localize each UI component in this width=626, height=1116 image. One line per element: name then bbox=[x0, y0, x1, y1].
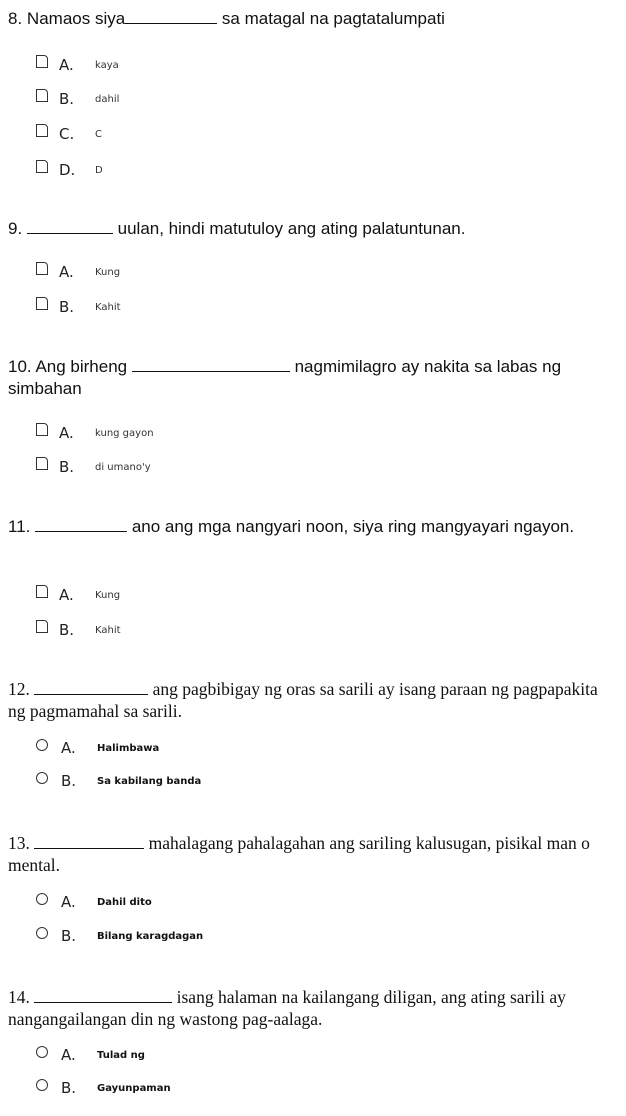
radio-icon[interactable] bbox=[36, 893, 48, 905]
question-number: 8. bbox=[8, 9, 23, 28]
checkbox-icon[interactable] bbox=[36, 620, 48, 633]
option-letter: A. bbox=[59, 586, 74, 604]
option-label: Gayunpaman bbox=[97, 1082, 171, 1094]
question-text-rest: mahalagang pahalagahan ang sariling kalusugan, pisikal man o mental. bbox=[8, 833, 590, 875]
question-text: Namaos siya bbox=[26, 9, 126, 28]
option-letter: B. bbox=[59, 298, 75, 316]
option-12b[interactable] bbox=[36, 771, 201, 791]
question-10 bbox=[8, 356, 608, 400]
radio-icon[interactable] bbox=[36, 739, 48, 751]
option-8b[interactable] bbox=[36, 89, 119, 109]
answer-blank bbox=[35, 517, 127, 532]
option-letter: C. bbox=[59, 125, 75, 143]
question-12 bbox=[8, 678, 608, 722]
option-label: Halimbawa bbox=[97, 742, 160, 754]
option-13b[interactable] bbox=[36, 926, 203, 946]
option-label: di umano'y bbox=[95, 461, 151, 473]
option-letter: B. bbox=[61, 772, 77, 790]
radio-icon[interactable] bbox=[36, 772, 48, 784]
option-10b[interactable] bbox=[36, 457, 151, 477]
option-label: Kung bbox=[95, 589, 121, 601]
option-label: Bilang karagdagan bbox=[97, 930, 204, 942]
option-letter: A. bbox=[61, 1046, 76, 1064]
question-text-rest: isang halaman na kailangang diligan, ang ating sarili ay nangangailangan din ng wastong pag-aalaga. bbox=[8, 987, 566, 1029]
checkbox-icon[interactable] bbox=[36, 124, 48, 137]
option-14b[interactable] bbox=[36, 1078, 171, 1098]
question-11 bbox=[8, 516, 608, 538]
question-number: 11. bbox=[8, 517, 31, 536]
option-label: Kahit bbox=[95, 301, 121, 313]
option-letter: B. bbox=[59, 458, 75, 476]
option-11b[interactable] bbox=[36, 620, 121, 640]
answer-blank bbox=[34, 988, 172, 1003]
question-text-rest: ano ang mga nangyari noon, siya ring mangyayari ngayon. bbox=[127, 517, 575, 536]
answer-blank bbox=[132, 357, 290, 372]
option-8c[interactable] bbox=[36, 124, 102, 144]
answer-blank bbox=[125, 9, 217, 24]
radio-icon[interactable] bbox=[36, 927, 48, 939]
option-9b[interactable] bbox=[36, 297, 121, 317]
option-label: D bbox=[95, 164, 103, 176]
option-13a[interactable] bbox=[36, 892, 152, 912]
option-10a[interactable] bbox=[36, 423, 154, 443]
question-13 bbox=[8, 832, 608, 876]
option-label: Kahit bbox=[95, 624, 121, 636]
option-letter: A. bbox=[61, 739, 76, 757]
question-number: 13. bbox=[8, 833, 30, 853]
question-number: 9. bbox=[8, 219, 23, 238]
option-letter: B. bbox=[59, 621, 75, 639]
question-number: 10. bbox=[8, 357, 32, 376]
checkbox-icon[interactable] bbox=[36, 423, 48, 436]
option-letter: A. bbox=[59, 263, 74, 281]
question-text: Ang birheng bbox=[35, 357, 128, 376]
option-9a[interactable] bbox=[36, 262, 120, 282]
option-label: Sa kabilang banda bbox=[97, 775, 202, 787]
question-text-rest: nagmimilagro ay nakita sa labas ng simbahan bbox=[8, 357, 562, 398]
option-letter: B. bbox=[61, 927, 77, 945]
option-label: C bbox=[95, 128, 102, 140]
question-text-rest: sa matagal na pagtatalumpati bbox=[217, 9, 445, 28]
checkbox-icon[interactable] bbox=[36, 457, 48, 470]
checkbox-icon[interactable] bbox=[36, 55, 48, 68]
option-8a[interactable] bbox=[36, 55, 119, 75]
option-label: Kung bbox=[95, 266, 121, 278]
option-letter: B. bbox=[61, 1079, 77, 1097]
option-label: kaya bbox=[95, 59, 119, 71]
checkbox-icon[interactable] bbox=[36, 160, 48, 173]
question-14 bbox=[8, 986, 608, 1030]
radio-icon[interactable] bbox=[36, 1079, 48, 1091]
checkbox-icon[interactable] bbox=[36, 262, 48, 275]
question-text-rest: ang pagbibigay ng oras sa sarili ay isang paraan ng pagpapakita ng pagmamahal sa sarili. bbox=[8, 679, 598, 721]
question-number: 12. bbox=[8, 679, 30, 699]
option-label: kung gayon bbox=[95, 427, 154, 439]
question-8 bbox=[8, 8, 608, 30]
option-letter: B. bbox=[59, 90, 75, 108]
option-11a[interactable] bbox=[36, 585, 120, 605]
option-letter: D. bbox=[59, 161, 76, 179]
question-9 bbox=[8, 218, 608, 240]
option-letter: A. bbox=[59, 424, 74, 442]
checkbox-icon[interactable] bbox=[36, 89, 48, 102]
option-label: Tulad ng bbox=[97, 1049, 145, 1061]
option-letter: A. bbox=[61, 893, 76, 911]
option-12a[interactable] bbox=[36, 738, 159, 758]
question-text-rest: uulan, hindi matutuloy ang ating palatuntunan. bbox=[112, 219, 466, 238]
option-label: Dahil dito bbox=[97, 896, 152, 908]
radio-icon[interactable] bbox=[36, 1046, 48, 1058]
answer-blank bbox=[34, 680, 148, 695]
checkbox-icon[interactable] bbox=[36, 297, 48, 310]
question-number: 14. bbox=[8, 987, 30, 1007]
answer-blank bbox=[34, 834, 144, 849]
answer-blank bbox=[27, 219, 113, 234]
option-letter: A. bbox=[59, 56, 74, 74]
checkbox-icon[interactable] bbox=[36, 585, 48, 598]
option-14a[interactable] bbox=[36, 1045, 145, 1065]
option-label: dahil bbox=[95, 93, 120, 105]
option-8d[interactable] bbox=[36, 160, 103, 180]
